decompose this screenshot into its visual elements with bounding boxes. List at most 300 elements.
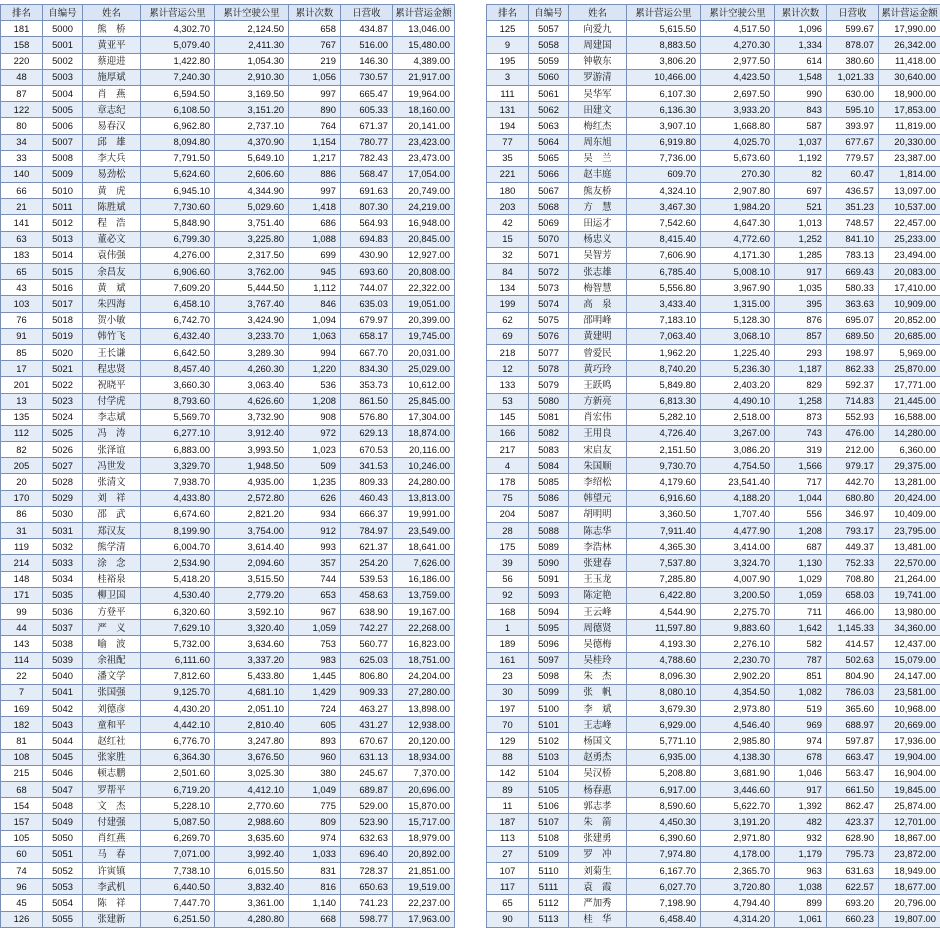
trips-cell: 1,037 bbox=[775, 134, 827, 150]
table-row bbox=[487, 652, 940, 668]
table-row bbox=[487, 150, 940, 166]
daily-revenue-cell: 254.20 bbox=[341, 555, 393, 571]
id-cell: 5082 bbox=[529, 425, 569, 441]
total-amount-cell: 23,423.00 bbox=[393, 134, 455, 150]
operating-km-cell: 5,624.60 bbox=[141, 166, 215, 182]
trips-cell: 932 bbox=[775, 830, 827, 846]
trips-cell: 519 bbox=[775, 701, 827, 717]
name-cell: 田建文 bbox=[569, 102, 627, 118]
trips-cell: 626 bbox=[289, 490, 341, 506]
table-row bbox=[1, 490, 455, 506]
empty-km-cell: 5,622.70 bbox=[701, 798, 775, 814]
empty-km-cell: 3,676.50 bbox=[215, 749, 289, 765]
table-row bbox=[1, 587, 455, 603]
trips-cell: 1,013 bbox=[775, 215, 827, 231]
rank-cell: 175 bbox=[487, 539, 529, 555]
id-cell: 5008 bbox=[43, 150, 83, 166]
operating-km-cell: 5,087.50 bbox=[141, 814, 215, 830]
name-cell: 王长谦 bbox=[83, 344, 141, 360]
table-row bbox=[1, 166, 455, 182]
trips-cell: 960 bbox=[289, 749, 341, 765]
name-cell: 李武机 bbox=[83, 879, 141, 895]
trips-cell: 1,208 bbox=[775, 523, 827, 539]
operating-km-cell: 7,183.10 bbox=[627, 312, 701, 328]
empty-km-cell: 1,707.40 bbox=[701, 506, 775, 522]
rank-cell: 69 bbox=[487, 328, 529, 344]
empty-km-cell: 3,762.00 bbox=[215, 264, 289, 280]
rank-cell: 215 bbox=[1, 765, 43, 781]
rank-cell: 158 bbox=[1, 37, 43, 53]
id-cell: 5074 bbox=[529, 296, 569, 312]
name-cell: 熊友桥 bbox=[569, 183, 627, 199]
trips-cell: 1,392 bbox=[775, 798, 827, 814]
operating-km-cell: 5,208.80 bbox=[627, 765, 701, 781]
daily-revenue-cell: 782.43 bbox=[341, 150, 393, 166]
id-cell: 5035 bbox=[43, 587, 83, 603]
col-total-amount: 累计营运金额 bbox=[393, 5, 455, 21]
rank-cell: 169 bbox=[1, 701, 43, 717]
empty-km-cell: 3,025.30 bbox=[215, 765, 289, 781]
name-cell: 桂裕泉 bbox=[83, 571, 141, 587]
rank-cell: 140 bbox=[1, 166, 43, 182]
name-cell: 许寅镇 bbox=[83, 862, 141, 878]
total-amount-cell: 22,237.00 bbox=[393, 895, 455, 911]
trips-cell: 587 bbox=[775, 118, 827, 134]
rank-cell: 201 bbox=[1, 377, 43, 393]
empty-km-cell: 4,188.20 bbox=[701, 490, 775, 506]
operating-km-cell: 6,269.70 bbox=[141, 830, 215, 846]
trips-cell: 969 bbox=[775, 717, 827, 733]
name-cell: 方登平 bbox=[83, 603, 141, 619]
empty-km-cell: 4,477.90 bbox=[701, 523, 775, 539]
col-empty-km: 累计空驶公里 bbox=[701, 5, 775, 21]
trips-cell: 1,642 bbox=[775, 620, 827, 636]
table-row bbox=[1, 814, 455, 830]
id-cell: 5021 bbox=[43, 361, 83, 377]
trips-cell: 994 bbox=[289, 344, 341, 360]
name-cell: 田运才 bbox=[569, 215, 627, 231]
name-cell: 邵 武 bbox=[83, 506, 141, 522]
total-amount-cell: 21,445.00 bbox=[879, 393, 940, 409]
rank-cell: 23 bbox=[487, 668, 529, 684]
rank-cell: 86 bbox=[1, 506, 43, 522]
id-cell: 5106 bbox=[529, 798, 569, 814]
empty-km-cell: 2,907.80 bbox=[701, 183, 775, 199]
total-amount-cell: 13,281.00 bbox=[879, 474, 940, 490]
table-row bbox=[1, 798, 455, 814]
daily-revenue-cell: 878.07 bbox=[827, 37, 879, 53]
trips-cell: 687 bbox=[775, 539, 827, 555]
total-amount-cell: 19,991.00 bbox=[393, 506, 455, 522]
trips-cell: 605 bbox=[289, 717, 341, 733]
operating-km-cell: 7,911.40 bbox=[627, 523, 701, 539]
rank-cell: 133 bbox=[487, 377, 529, 393]
trips-cell: 1,334 bbox=[775, 37, 827, 53]
name-cell: 张建新 bbox=[83, 911, 141, 927]
operating-km-cell: 4,302.70 bbox=[141, 21, 215, 37]
empty-km-cell: 2,977.50 bbox=[701, 53, 775, 69]
name-cell: 严加秀 bbox=[569, 895, 627, 911]
daily-revenue-cell: 458.63 bbox=[341, 587, 393, 603]
operating-km-cell: 5,732.00 bbox=[141, 636, 215, 652]
id-cell: 5013 bbox=[43, 231, 83, 247]
empty-km-cell: 2,403.20 bbox=[701, 377, 775, 393]
name-cell: 王用良 bbox=[569, 425, 627, 441]
trips-cell: 912 bbox=[289, 523, 341, 539]
operating-km-cell: 5,771.10 bbox=[627, 733, 701, 749]
empty-km-cell: 3,993.50 bbox=[215, 442, 289, 458]
trips-cell: 319 bbox=[775, 442, 827, 458]
empty-km-cell: 3,151.20 bbox=[215, 102, 289, 118]
daily-revenue-cell: 979.17 bbox=[827, 458, 879, 474]
table-row bbox=[1, 717, 455, 733]
empty-km-cell: 4,423.50 bbox=[701, 69, 775, 85]
table-row bbox=[1, 603, 455, 619]
rank-cell: 183 bbox=[1, 247, 43, 263]
table-row bbox=[487, 344, 940, 360]
operating-km-cell: 8,457.40 bbox=[141, 361, 215, 377]
table-row bbox=[487, 134, 940, 150]
name-cell: 周德贤 bbox=[569, 620, 627, 636]
rank-cell: 22 bbox=[1, 668, 43, 684]
daily-revenue-cell: 516.00 bbox=[341, 37, 393, 53]
empty-km-cell: 3,086.20 bbox=[701, 442, 775, 458]
rank-cell: 7 bbox=[1, 684, 43, 700]
empty-km-cell: 1,054.30 bbox=[215, 53, 289, 69]
id-cell: 5101 bbox=[529, 717, 569, 733]
empty-km-cell: 3,933.20 bbox=[701, 102, 775, 118]
daily-revenue-cell: 632.63 bbox=[341, 830, 393, 846]
name-cell: 朱国顺 bbox=[569, 458, 627, 474]
daily-revenue-cell: 909.33 bbox=[341, 684, 393, 700]
name-cell: 喻 波 bbox=[83, 636, 141, 652]
trips-cell: 1,140 bbox=[289, 895, 341, 911]
name-cell: 吴华军 bbox=[569, 85, 627, 101]
operating-km-cell: 6,935.00 bbox=[627, 749, 701, 765]
rank-cell: 1 bbox=[487, 620, 529, 636]
name-cell: 黄 虎 bbox=[83, 183, 141, 199]
rank-cell: 187 bbox=[487, 814, 529, 830]
daily-revenue-cell: 696.40 bbox=[341, 846, 393, 862]
daily-revenue-cell: 598.77 bbox=[341, 911, 393, 927]
rank-cell: 126 bbox=[1, 911, 43, 927]
name-cell: 易春汉 bbox=[83, 118, 141, 134]
id-cell: 5087 bbox=[529, 506, 569, 522]
rank-cell: 62 bbox=[487, 312, 529, 328]
operating-km-cell: 1,422.80 bbox=[141, 53, 215, 69]
rank-cell: 197 bbox=[487, 701, 529, 717]
empty-km-cell: 2,779.20 bbox=[215, 587, 289, 603]
name-cell: 张家胜 bbox=[83, 749, 141, 765]
empty-km-cell: 5,444.50 bbox=[215, 280, 289, 296]
total-amount-cell: 17,410.00 bbox=[879, 280, 940, 296]
name-cell: 王跃鸣 bbox=[569, 377, 627, 393]
rank-cell: 168 bbox=[487, 603, 529, 619]
total-amount-cell: 23,581.00 bbox=[879, 684, 940, 700]
id-cell: 5054 bbox=[43, 895, 83, 911]
total-amount-cell: 22,268.00 bbox=[393, 620, 455, 636]
table-row bbox=[487, 846, 940, 862]
name-cell: 曾爱民 bbox=[569, 344, 627, 360]
right-ranking-table bbox=[486, 4, 940, 928]
empty-km-cell: 4,681.10 bbox=[215, 684, 289, 700]
trips-cell: 876 bbox=[775, 312, 827, 328]
table-row bbox=[487, 911, 940, 927]
table-row bbox=[487, 717, 940, 733]
total-amount-cell: 25,874.00 bbox=[879, 798, 940, 814]
total-amount-cell: 7,370.00 bbox=[393, 765, 455, 781]
id-cell: 5020 bbox=[43, 344, 83, 360]
id-cell: 5063 bbox=[529, 118, 569, 134]
daily-revenue-cell: 689.50 bbox=[827, 328, 879, 344]
name-cell: 吴德梅 bbox=[569, 636, 627, 652]
name-cell: 柳卫国 bbox=[83, 587, 141, 603]
daily-revenue-cell: 595.10 bbox=[827, 102, 879, 118]
daily-revenue-cell: 661.50 bbox=[827, 782, 879, 798]
table-row bbox=[1, 846, 455, 862]
daily-revenue-cell: 523.90 bbox=[341, 814, 393, 830]
empty-km-cell: 2,988.60 bbox=[215, 814, 289, 830]
empty-km-cell: 2,697.50 bbox=[701, 85, 775, 101]
trips-cell: 908 bbox=[289, 409, 341, 425]
table-row bbox=[1, 264, 455, 280]
id-cell: 5096 bbox=[529, 636, 569, 652]
total-amount-cell: 21,264.00 bbox=[879, 571, 940, 587]
total-amount-cell: 20,892.00 bbox=[393, 846, 455, 862]
id-cell: 5048 bbox=[43, 798, 83, 814]
id-cell: 5059 bbox=[529, 53, 569, 69]
trips-cell: 686 bbox=[289, 215, 341, 231]
operating-km-cell: 4,433.80 bbox=[141, 490, 215, 506]
operating-km-cell: 6,916.60 bbox=[627, 490, 701, 506]
left-table bbox=[0, 4, 455, 928]
trips-cell: 974 bbox=[775, 733, 827, 749]
trips-cell: 787 bbox=[775, 652, 827, 668]
rank-cell: 39 bbox=[487, 555, 529, 571]
table-row bbox=[487, 361, 940, 377]
table-row bbox=[487, 183, 940, 199]
table-row bbox=[487, 571, 940, 587]
total-amount-cell: 20,399.00 bbox=[393, 312, 455, 328]
total-amount-cell: 10,246.00 bbox=[393, 458, 455, 474]
trips-cell: 1,179 bbox=[775, 846, 827, 862]
trips-cell: 997 bbox=[289, 183, 341, 199]
name-cell: 张 帆 bbox=[569, 684, 627, 700]
daily-revenue-cell: 786.03 bbox=[827, 684, 879, 700]
name-cell: 郭志孝 bbox=[569, 798, 627, 814]
operating-km-cell: 8,415.40 bbox=[627, 231, 701, 247]
empty-km-cell: 3,324.70 bbox=[701, 555, 775, 571]
rank-cell: 89 bbox=[487, 782, 529, 798]
total-amount-cell: 16,588.00 bbox=[879, 409, 940, 425]
table-row bbox=[1, 506, 455, 522]
empty-km-cell: 4,007.90 bbox=[701, 571, 775, 587]
trips-cell: 1,252 bbox=[775, 231, 827, 247]
id-cell: 5095 bbox=[529, 620, 569, 636]
name-cell: 赵丰庭 bbox=[569, 166, 627, 182]
rank-cell: 113 bbox=[487, 830, 529, 846]
table-row bbox=[1, 523, 455, 539]
daily-revenue-cell: 460.43 bbox=[341, 490, 393, 506]
table-row bbox=[1, 830, 455, 846]
daily-revenue-cell: 695.07 bbox=[827, 312, 879, 328]
rank-cell: 92 bbox=[487, 587, 529, 603]
rank-cell: 142 bbox=[487, 765, 529, 781]
col-rank: 排名 bbox=[1, 5, 43, 21]
trips-cell: 846 bbox=[289, 296, 341, 312]
total-amount-cell: 22,457.00 bbox=[879, 215, 940, 231]
trips-cell: 668 bbox=[289, 911, 341, 927]
total-amount-cell: 10,409.00 bbox=[879, 506, 940, 522]
operating-km-cell: 6,642.50 bbox=[141, 344, 215, 360]
table-row bbox=[1, 765, 455, 781]
empty-km-cell: 4,280.80 bbox=[215, 911, 289, 927]
daily-revenue-cell: 592.37 bbox=[827, 377, 879, 393]
table-row bbox=[487, 749, 940, 765]
total-amount-cell: 13,759.00 bbox=[393, 587, 455, 603]
empty-km-cell: 3,592.10 bbox=[215, 603, 289, 619]
total-amount-cell: 13,481.00 bbox=[879, 539, 940, 555]
trips-cell: 1,044 bbox=[775, 490, 827, 506]
operating-km-cell: 6,004.70 bbox=[141, 539, 215, 555]
table-row bbox=[487, 85, 940, 101]
trips-cell: 1,056 bbox=[289, 69, 341, 85]
total-amount-cell: 20,424.00 bbox=[879, 490, 940, 506]
operating-km-cell: 6,594.50 bbox=[141, 85, 215, 101]
empty-km-cell: 3,424.90 bbox=[215, 312, 289, 328]
operating-km-cell: 8,883.50 bbox=[627, 37, 701, 53]
rank-cell: 63 bbox=[1, 231, 43, 247]
id-cell: 5090 bbox=[529, 555, 569, 571]
table-row bbox=[1, 701, 455, 717]
id-cell: 5001 bbox=[43, 37, 83, 53]
id-cell: 5067 bbox=[529, 183, 569, 199]
operating-km-cell: 6,458.10 bbox=[141, 296, 215, 312]
name-cell: 郑汉友 bbox=[83, 523, 141, 539]
name-cell: 张泽谊 bbox=[83, 442, 141, 458]
operating-km-cell: 11,597.80 bbox=[627, 620, 701, 636]
table-row bbox=[1, 749, 455, 765]
rank-cell: 141 bbox=[1, 215, 43, 231]
daily-revenue-cell: 804.90 bbox=[827, 668, 879, 684]
name-cell: 韩望元 bbox=[569, 490, 627, 506]
id-cell: 5076 bbox=[529, 328, 569, 344]
id-cell: 5000 bbox=[43, 21, 83, 37]
rank-cell: 20 bbox=[1, 474, 43, 490]
name-cell: 方 慧 bbox=[569, 199, 627, 215]
empty-km-cell: 3,446.60 bbox=[701, 782, 775, 798]
name-cell: 童和平 bbox=[83, 717, 141, 733]
daily-revenue-cell: 621.37 bbox=[341, 539, 393, 555]
total-amount-cell: 24,147.00 bbox=[879, 668, 940, 684]
id-cell: 5015 bbox=[43, 264, 83, 280]
operating-km-cell: 4,276.00 bbox=[141, 247, 215, 263]
trips-cell: 744 bbox=[289, 571, 341, 587]
id-cell: 5069 bbox=[529, 215, 569, 231]
id-cell: 5032 bbox=[43, 539, 83, 555]
total-amount-cell: 17,853.00 bbox=[879, 102, 940, 118]
table-row bbox=[487, 701, 940, 717]
operating-km-cell: 6,251.50 bbox=[141, 911, 215, 927]
id-cell: 5061 bbox=[529, 85, 569, 101]
rank-cell: 90 bbox=[487, 911, 529, 927]
operating-km-cell: 7,938.70 bbox=[141, 474, 215, 490]
id-cell: 5099 bbox=[529, 684, 569, 700]
rank-cell: 65 bbox=[1, 264, 43, 280]
trips-cell: 917 bbox=[775, 782, 827, 798]
table-row bbox=[487, 442, 940, 458]
daily-revenue-cell: 671.37 bbox=[341, 118, 393, 134]
empty-km-cell: 4,344.90 bbox=[215, 183, 289, 199]
operating-km-cell: 7,198.90 bbox=[627, 895, 701, 911]
trips-cell: 509 bbox=[289, 458, 341, 474]
empty-km-cell: 1,668.80 bbox=[701, 118, 775, 134]
table-row bbox=[1, 733, 455, 749]
operating-km-cell: 10,466.00 bbox=[627, 69, 701, 85]
table-row bbox=[487, 733, 940, 749]
rank-cell: 28 bbox=[487, 523, 529, 539]
total-amount-cell: 15,079.00 bbox=[879, 652, 940, 668]
table-row bbox=[1, 361, 455, 377]
trips-cell: 658 bbox=[289, 21, 341, 37]
empty-km-cell: 3,337.20 bbox=[215, 652, 289, 668]
right-table-header bbox=[487, 5, 940, 21]
rank-cell: 44 bbox=[1, 620, 43, 636]
empty-km-cell: 3,068.10 bbox=[701, 328, 775, 344]
name-cell: 李浩林 bbox=[569, 539, 627, 555]
rank-cell: 103 bbox=[1, 296, 43, 312]
rank-cell: 81 bbox=[1, 733, 43, 749]
table-row bbox=[487, 231, 940, 247]
name-cell: 刘德彦 bbox=[83, 701, 141, 717]
id-cell: 5091 bbox=[529, 571, 569, 587]
total-amount-cell: 18,934.00 bbox=[393, 749, 455, 765]
name-cell: 朱 杰 bbox=[569, 668, 627, 684]
table-row bbox=[1, 879, 455, 895]
rank-cell: 108 bbox=[1, 749, 43, 765]
id-cell: 5052 bbox=[43, 862, 83, 878]
id-cell: 5089 bbox=[529, 539, 569, 555]
empty-km-cell: 3,614.40 bbox=[215, 539, 289, 555]
operating-km-cell: 5,079.40 bbox=[141, 37, 215, 53]
id-cell: 5034 bbox=[43, 571, 83, 587]
name-cell: 黄建明 bbox=[569, 328, 627, 344]
daily-revenue-cell: 630.00 bbox=[827, 85, 879, 101]
name-cell: 高 泉 bbox=[569, 296, 627, 312]
rank-cell: 181 bbox=[1, 21, 43, 37]
daily-revenue-cell: 861.50 bbox=[341, 393, 393, 409]
name-cell: 吴桂玲 bbox=[569, 652, 627, 668]
name-cell: 付学虎 bbox=[83, 393, 141, 409]
rank-cell: 105 bbox=[1, 830, 43, 846]
id-cell: 5030 bbox=[43, 506, 83, 522]
empty-km-cell: 2,051.10 bbox=[215, 701, 289, 717]
id-cell: 5066 bbox=[529, 166, 569, 182]
name-cell: 赵红社 bbox=[83, 733, 141, 749]
total-amount-cell: 23,872.00 bbox=[879, 846, 940, 862]
right-table bbox=[486, 4, 940, 928]
operating-km-cell: 4,430.20 bbox=[141, 701, 215, 717]
id-cell: 5072 bbox=[529, 264, 569, 280]
table-row bbox=[487, 879, 940, 895]
daily-revenue-cell: 629.13 bbox=[341, 425, 393, 441]
daily-revenue-cell: 466.00 bbox=[827, 603, 879, 619]
id-cell: 5108 bbox=[529, 830, 569, 846]
total-amount-cell: 18,160.00 bbox=[393, 102, 455, 118]
table-row bbox=[487, 328, 940, 344]
total-amount-cell: 11,418.00 bbox=[879, 53, 940, 69]
daily-revenue-cell: 670.53 bbox=[341, 442, 393, 458]
